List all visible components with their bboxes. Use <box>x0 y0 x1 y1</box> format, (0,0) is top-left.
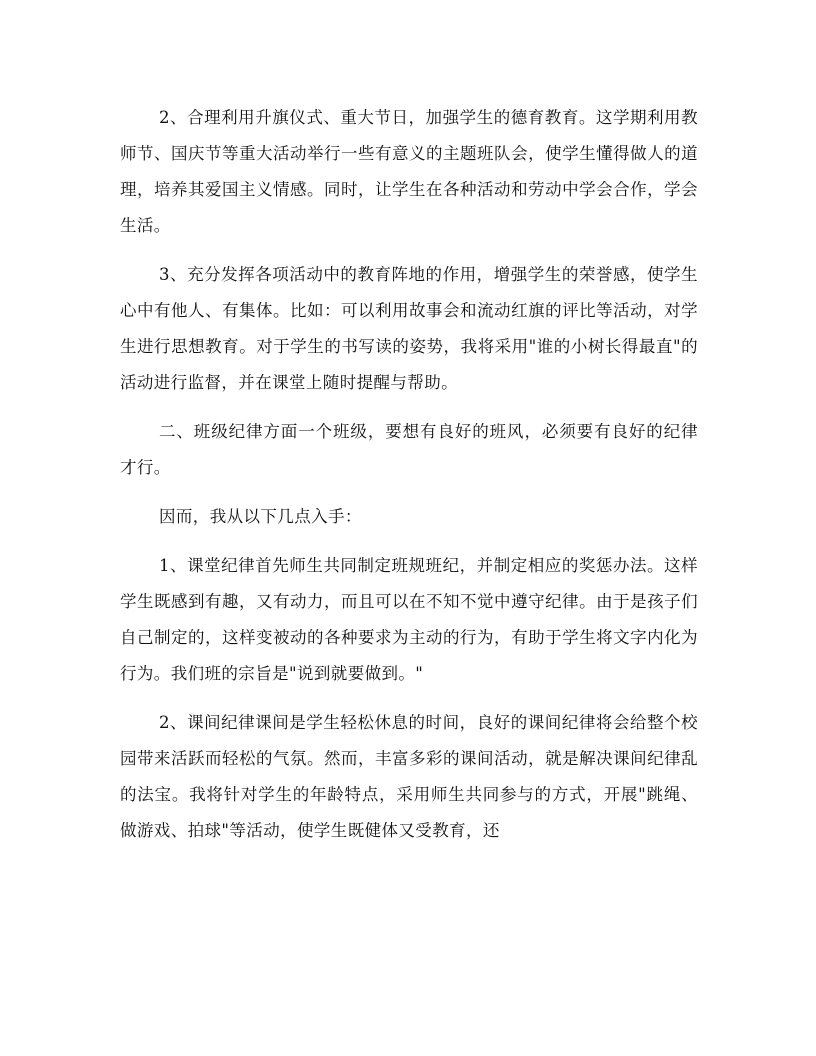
paragraph-classroom-discipline: 1、课堂纪律首先师生共同制定班规班纪，并制定相应的奖惩办法。这样学生既感到有趣，又有动力，而且可以在不知不觉中遵守纪律。由于是孩子们自己制定的，这样变被动的各种要求为主动的行为，有助于学生将文字内化为行为。我们班的宗旨是"说到就要做到。" <box>120 556 698 683</box>
paragraph-moral-education-ceremonies: 2、合理利用升旗仪式、重大节日，加强学生的德育教育。这学期利用教师节、国庆节等重大活动举行一些有意义的主题班队会，使学生懂得做人的道理，培养其爱国主义情感。同时，让学生在各种活动和劳动中学会合作，学会生活。 <box>120 108 698 235</box>
document-body <box>120 100 698 862</box>
paragraph-break-discipline: 2、课间纪律课间是学生轻松休息的时间，良好的课间纪律将会给整个校园带来活跃而轻松的气氛。然而，丰富多彩的课间活动，就是解决课间纪律乱的法宝。我将针对学生的年龄特点，采用师生共同参与的方式，开展"跳绳、做游戏、拍球"等活动，使学生既健体又受教育，还 <box>120 713 698 840</box>
paragraph-activity-education: 3、充分发挥各项活动中的教育阵地的作用，增强学生的荣誉感，使学生心中有他人、有集体。比如：可以利用故事会和流动红旗的评比等活动，对学生进行思想教育。对于学生的书写读的姿势，我将采用"谁的小树长得最直"的活动进行监督，并在课堂上随时提醒与帮助。 <box>120 265 698 392</box>
paragraph-approach-intro: 因而，我从以下几点入手： <box>159 507 362 526</box>
paragraph-class-discipline-heading: 二、班级纪律方面一个班级，要想有良好的班风，必须要有良好的纪律才行。 <box>120 422 698 477</box>
